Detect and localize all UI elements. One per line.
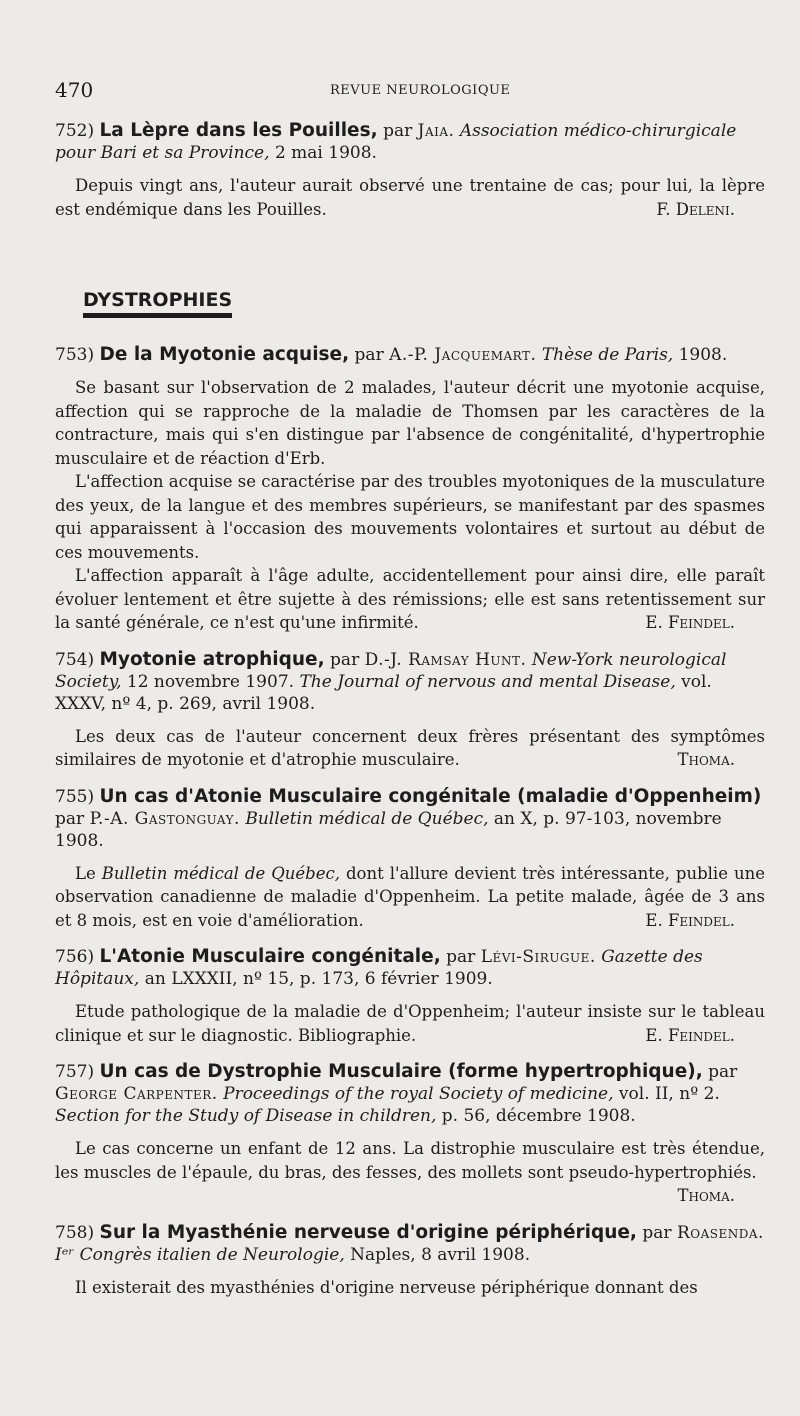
signature: E. Feindel. (645, 910, 735, 930)
entry-source: New-York neurological Society, (55, 649, 727, 692)
entry-text (55, 1000, 765, 1047)
entry-number: 752) (55, 121, 95, 141)
by-word: par (383, 121, 413, 141)
entry-heading (55, 649, 765, 715)
entry-author: Lévi-Sirugue. (480, 947, 596, 967)
entry-heading (55, 946, 765, 990)
text-content: L'affection acquise se caractérise par des troubles myotoniques de la musculature des yeux, de la langue et des membres supérieurs, se manifestant par des spasmes qui apparaissent à l'occasion des mouvements volontaires et surtout au début de ces mouvements. (55, 472, 765, 562)
entry-source: Association médico-chirurgicale pour Bari et sa Province, (55, 121, 737, 163)
entry-reference: Naples, 8 avril 1908. (350, 1244, 531, 1265)
entry-text (55, 1137, 765, 1205)
entry-author: Roasenda. (676, 1222, 764, 1243)
entry-source: Proceedings of the royal Society of medicine, (223, 1084, 614, 1104)
text-content: Se basant sur l'observation de 2 malades, l'auteur décrit une myotonie acquise, affection qui se rapproche de la maladie de Thomsen par les caractères de la contracture, mais qui s'en distingue par l'absence de congénitalité, d'hypertrophie musculaire et de réaction d'Erb. (55, 378, 765, 468)
entry-date: 2 mai 1908. (274, 143, 377, 163)
entry-author: George Carpenter. (55, 1084, 218, 1104)
entry-heading (55, 344, 765, 366)
page-number: 470 (55, 78, 94, 102)
entry-title: Un cas d'Atonie Musculaire congénitale (maladie d'Oppenheim) (99, 785, 762, 807)
entry-author: Jaia. (417, 121, 455, 141)
entry-number: 753) (55, 345, 95, 365)
by-word: par (708, 1062, 738, 1082)
entry-heading (55, 786, 765, 852)
entry-title: La Lèpre dans les Pouilles, (99, 120, 378, 141)
text-content: Les deux cas de l'auteur concernent deux frères présentant des symptômes similaires de myotonie et d'atrophie musculaire. (55, 726, 765, 769)
entry-source: The Journal of nervous and mental Disease, (299, 671, 676, 692)
article-body (55, 120, 765, 1313)
abstract-756 (55, 946, 765, 1047)
entry-text (55, 1276, 765, 1300)
abstract-755 (55, 786, 765, 933)
entry-reference: vol. XXXV, nº 4, p. 269, avril 1908. (55, 671, 712, 714)
by-word: par (446, 947, 476, 967)
entry-number: 758) (55, 1222, 95, 1243)
text-content: dont l'allure devient très intéressante, publie une observation canadienne de maladie d'Oppenheim. La petite malade, âgée de 3 ans et 8 mois, est en voie d'amélioration. (55, 863, 765, 930)
entry-number: 757) (55, 1062, 95, 1082)
abstract-757 (55, 1061, 765, 1208)
entry-heading (55, 1061, 765, 1127)
entry-text (55, 725, 765, 772)
entry-source: Bulletin médical de Québec, (245, 808, 489, 829)
entry-title: De la Myotonie acquise, (99, 344, 350, 365)
abstract-758 (55, 1222, 765, 1300)
signature: Thoma. (677, 1186, 735, 1205)
entry-source: Section for the Study of Disease in children, (55, 1106, 437, 1126)
text-content: Le (75, 863, 96, 883)
journal-title: REVUE NEUROLOGIQUE (330, 83, 511, 98)
entry-number: 754) (55, 649, 95, 670)
entry-text (55, 376, 765, 470)
text-content: L'affection apparaît à l'âge adulte, accidentellement pour ainsi dire, elle paraît évoluer lentement et être sujette à des rémissions; elle est sans retentissement sur la santé générale, ce n'est qu'une infirmité. (55, 566, 765, 632)
section-heading: DYSTROPHIES (83, 289, 232, 318)
entry-text (55, 470, 765, 564)
cited-source: Bulletin médical de Québec, (101, 863, 340, 883)
entry-date: 12 novembre 1907. (126, 671, 295, 692)
entry-number: 755) (55, 786, 95, 807)
entry-reference: an X, p. 97-103, novembre 1908. (55, 808, 722, 851)
entry-text (55, 862, 765, 933)
entry-number: 756) (55, 947, 95, 967)
entry-title: Un cas de Dystrophie Musculaire (forme hypertrophique), (99, 1061, 703, 1082)
abstract-754 (55, 649, 765, 772)
text-content: Depuis vingt ans, l'auteur aurait observé une trentaine de cas; pour lui, la lèpre est endémique dans les Pouilles. (55, 176, 765, 219)
entry-title: Myotonie atrophique, (99, 648, 325, 670)
entry-reference: p. 56, décembre 1908. (441, 1106, 636, 1126)
abstract-752 (55, 120, 765, 221)
entry-source: Thèse de Paris, (541, 345, 674, 365)
entry-source: Gazette des Hôpitaux, (55, 947, 703, 989)
by-word: par (330, 649, 360, 670)
entry-author: A.-P. Jacquemart. (389, 345, 537, 365)
entry-source: Iᵉʳ Congrès italien de Neurologie, (55, 1244, 345, 1265)
abstract-753 (55, 344, 765, 635)
text-content: Le cas concerne un enfant de 12 ans. La distrophie musculaire est très étendue, les muscles de l'épaule, du bras, des fesses, des mollets sont pseudo-hypertrophiés. (55, 1139, 765, 1182)
entry-author: D.-J. Ramsay Hunt. (364, 649, 527, 670)
entry-heading (55, 120, 765, 164)
running-head (55, 78, 755, 104)
entry-title: Sur la Myasthénie nerveuse d'origine périphérique, (99, 1221, 637, 1243)
by-word: par (642, 1222, 672, 1243)
entry-reference: vol. II, nº 2. (618, 1084, 720, 1104)
entry-date: 1908. (678, 345, 728, 365)
signature: Thoma. (677, 750, 735, 769)
entry-title: L'Atonie Musculaire congénitale, (99, 946, 441, 967)
entry-text (55, 564, 765, 635)
text-content: Il existerait des myasthénies d'origine nerveuse périphérique donnant des (75, 1277, 698, 1297)
signature: E. Feindel. (645, 613, 735, 632)
by-word: par (354, 345, 384, 365)
entry-heading (55, 1222, 765, 1266)
entry-text (55, 174, 765, 221)
entry-author: P.-A. Gastonguay. (89, 808, 240, 829)
signature: F. Deleni. (656, 199, 735, 219)
entry-reference: an LXXXII, nº 15, p. 173, 6 février 1909. (144, 969, 493, 989)
by-word: par (55, 808, 85, 829)
text-content: Etude pathologique de la maladie de d'Oppenheim; l'auteur insiste sur le tableau clinique et sur le diagnostic. Bibliographie. (55, 1002, 765, 1045)
signature: E. Feindel. (645, 1025, 735, 1045)
